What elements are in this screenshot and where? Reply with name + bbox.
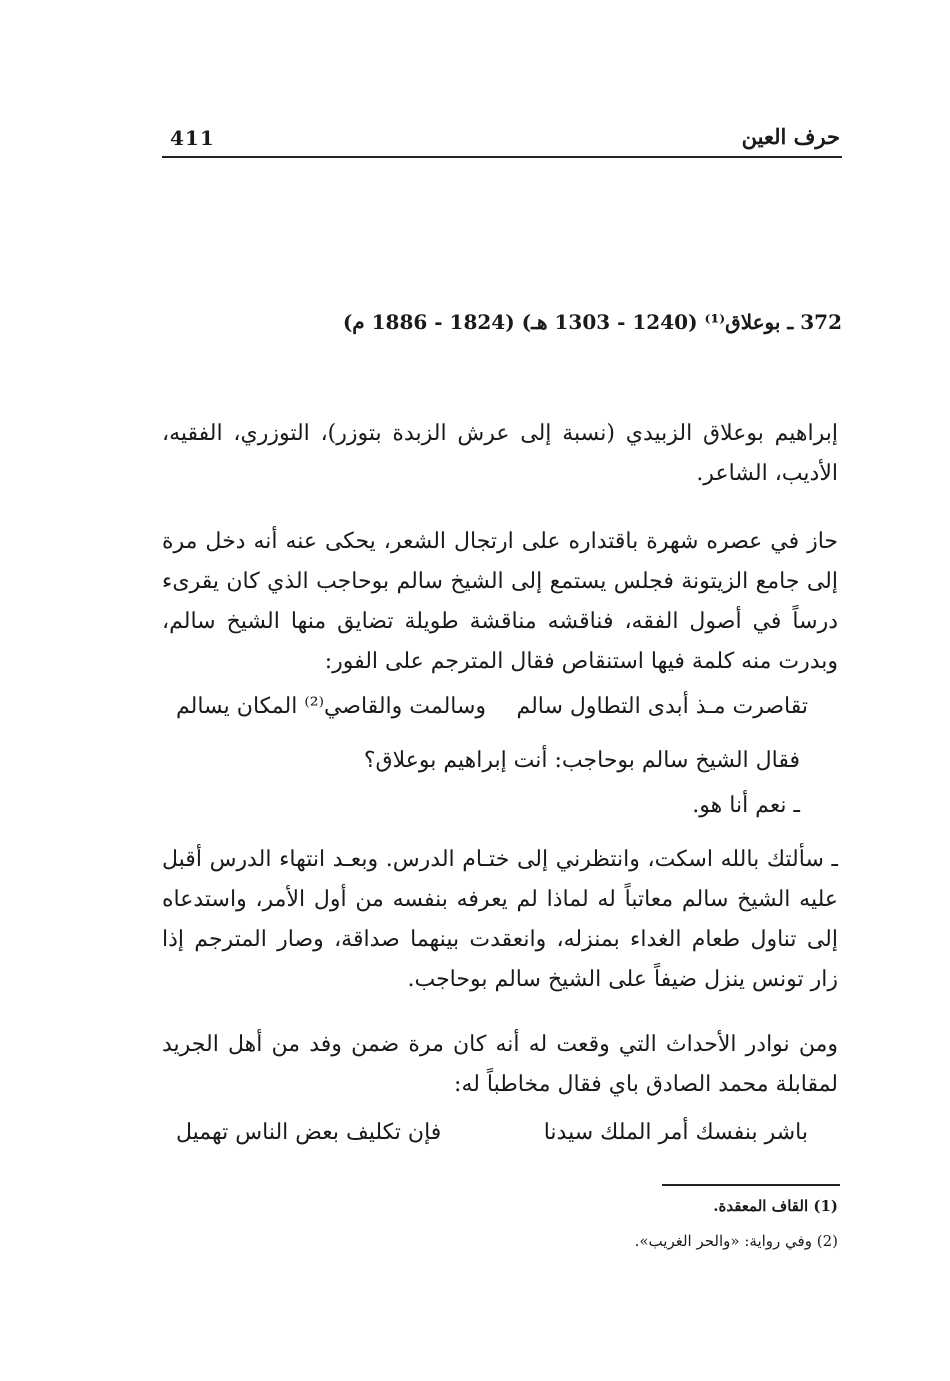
verse-1-second-hemistich: وسالمت والقاصي⁽²⁾ المكان يسالم	[176, 694, 487, 719]
paragraph-anecdote: ومن نوادر الأحداث التي وقعت له أنه كان مرة ضمن وفد من أهل الجريد لمقابلة محمد الصادق باي فقال مخاطباً له:	[162, 1032, 838, 1097]
paragraph-dialog-continued: ـ سألتك بالله اسكت، وانتظرني إلى ختـام الدرس. وبعـد انتهاء الدرس أقبل عليه الشيخ سالم معاتباً له لماذا لم يعرفه بنفسه من أول الأمر، واستدعاه إلى تناول طعام الغداء بمنزله، وانعقدت بينهما صداقة، وصار المترجم إذا زار تونس ينزل ضيفاً على الشيخ سالم بوحاجب.	[162, 847, 838, 992]
dialog-line-1: فقال الشيخ سالم بوحاجب: أنت إبراهيم بوعلاق؟	[363, 748, 800, 773]
chapter-title: حرف العين	[741, 124, 840, 149]
paragraph-intro: إبراهيم بوعلاق الزبيدي (نسبة إلى عرش الزبدة بتوزر)، التوزري، الفقيه، الأديب، الشاعر.	[162, 421, 838, 486]
dialog-line-2: ـ نعم أنا هو.	[692, 793, 800, 818]
footnote-2: (2) وفي رواية: «والحر الغريب».	[634, 1232, 838, 1250]
poem-verse-2	[162, 1120, 838, 1160]
footnote-separator	[662, 1184, 840, 1186]
page-header	[162, 122, 842, 158]
paragraph-biography: حاز في عصره شهرة باقتداره على ارتجال الشعر، يحكى عنه أنه دخل مرة إلى جامع الزيتونة فجلس يستمع إلى الشيخ سالم بوحاجب الذي كان يقرىء درساً في أصول الفقه، فناقشه مناقشة طويلة تضايق منها الشيخ سالم، وبدرت منه كلمة فيها استنقاص فقال المترجم على الفور:	[162, 529, 838, 674]
verse-2-second-hemistich: فإن تكليف بعض الناس تهميل	[176, 1120, 442, 1145]
poem-verse-1	[162, 694, 838, 734]
footnote-1: (1) القاف المعقدة.	[713, 1197, 838, 1215]
page-number: 411	[170, 126, 215, 150]
verse-1-first-hemistich: تقاصرت مـذ أبدى التطاول سالم	[516, 694, 808, 719]
verse-2-first-hemistich: باشر بنفسك أمر الملك سيدنا	[543, 1120, 808, 1145]
entry-title: 372 ـ بوعلاق⁽¹⁾ (1240 - 1303 هـ) (1824 - 1886 م)	[342, 310, 842, 334]
